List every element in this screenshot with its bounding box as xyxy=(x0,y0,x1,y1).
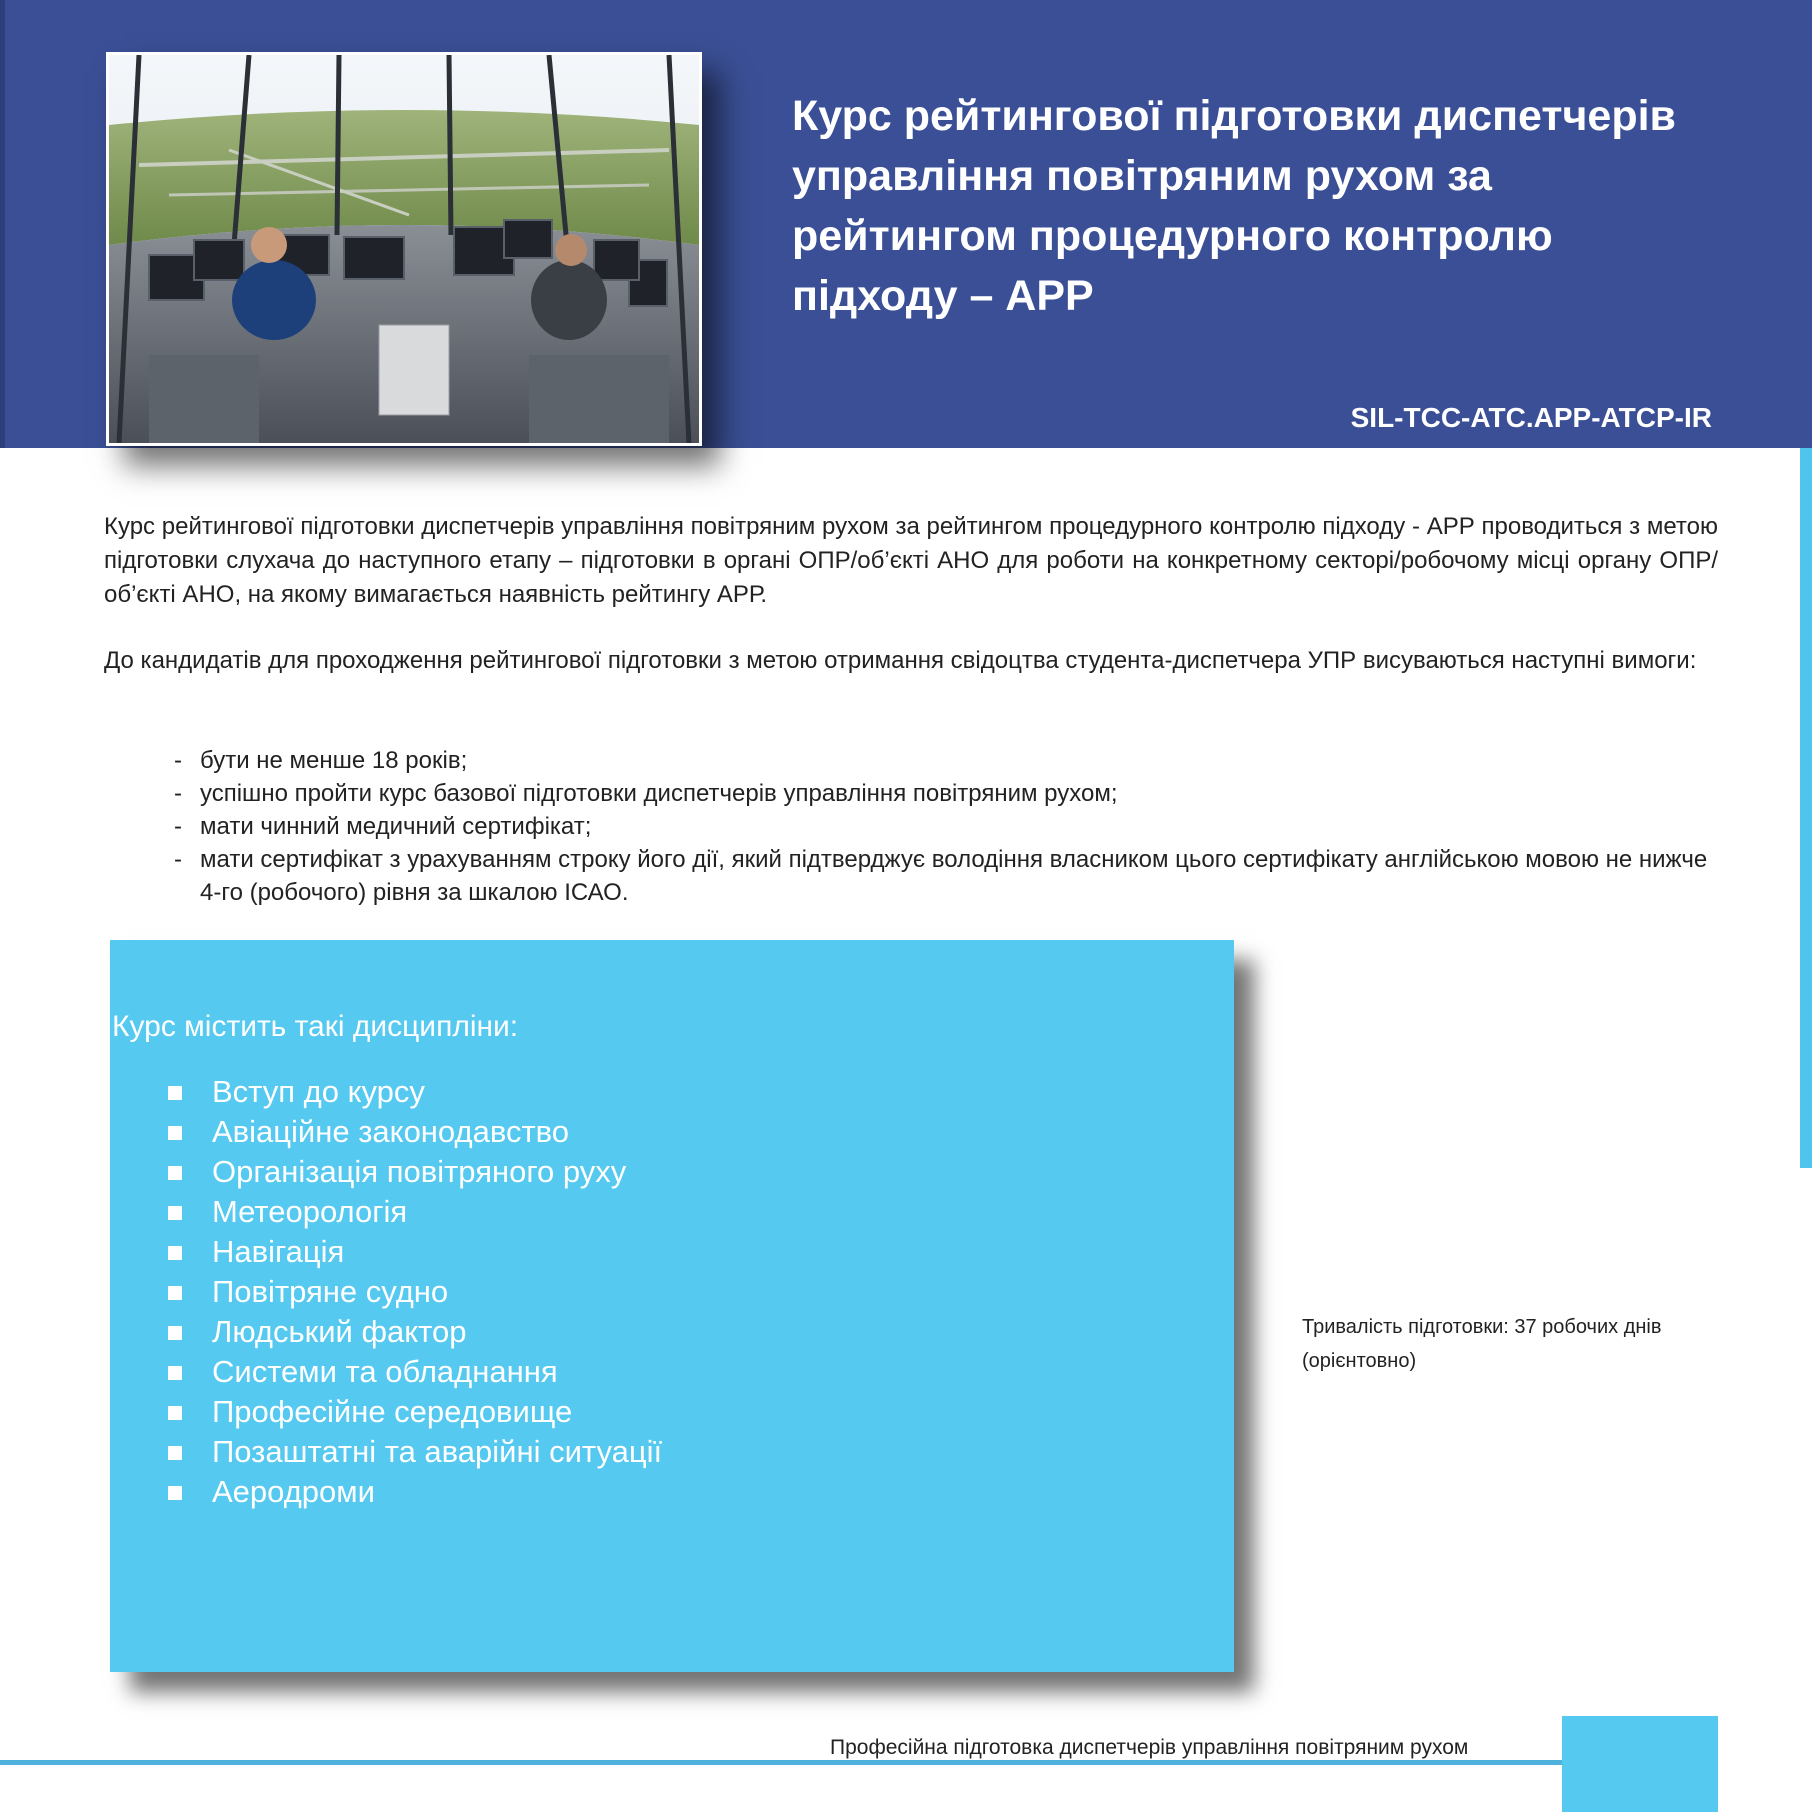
header-photo-frame xyxy=(106,52,702,446)
discipline-item xyxy=(168,1312,662,1352)
square-bullet-icon xyxy=(168,1406,182,1420)
discipline-text: Людський фактор xyxy=(212,1314,467,1349)
requirement-text: успішно пройти курс базової підготовки диспетчерів управління повітряним рухом; xyxy=(200,780,1118,807)
discipline-item xyxy=(168,1152,662,1192)
disciplines-list xyxy=(168,1072,662,1512)
discipline-item xyxy=(168,1272,662,1312)
discipline-item xyxy=(168,1112,662,1152)
discipline-text: Аеродроми xyxy=(212,1474,375,1509)
dash-bullet: - xyxy=(174,780,182,807)
title-line-4: підходу – АРР xyxy=(792,272,1094,320)
discipline-text: Позаштатні та аварійні ситуації xyxy=(212,1434,663,1469)
discipline-text: Вступ до курсу xyxy=(212,1074,425,1109)
square-bullet-icon xyxy=(168,1326,182,1340)
discipline-text: Авіаційне законодавство xyxy=(212,1114,569,1149)
title-line-1: Курс рейтингової підготовки диспетчерів xyxy=(792,92,1676,140)
footer-text: Професійна підготовка диспетчерів управління повітряним рухом xyxy=(830,1736,1469,1759)
discipline-item xyxy=(168,1072,662,1112)
duration-line-2: (орієнтовно) xyxy=(1302,1350,1417,1372)
discipline-text: Системи та обладнання xyxy=(212,1354,558,1389)
right-accent-strip xyxy=(1800,448,1812,1168)
discipline-text: Повітряне судно xyxy=(212,1274,449,1309)
title-line-3: рейтингом процедурного контролю xyxy=(792,212,1553,260)
course-code: SIL-TCC-ATC.APP-ATCP-IR xyxy=(1350,402,1712,433)
square-bullet-icon xyxy=(168,1486,182,1500)
discipline-item xyxy=(168,1432,662,1472)
control-tower-photo xyxy=(109,55,699,443)
disciplines-heading: Курс містить такі дисципліни: xyxy=(112,1010,519,1043)
discipline-text: Професійне середовище xyxy=(212,1394,573,1429)
requirement-text: бути не менше 18 років; xyxy=(200,747,468,774)
square-bullet-icon xyxy=(168,1126,182,1140)
dash-bullet: - xyxy=(174,846,182,873)
duration-note xyxy=(1302,1310,1732,1378)
footer-accent-block xyxy=(1562,1716,1718,1812)
left-edge-bar xyxy=(0,0,5,448)
discipline-text: Організація повітряного руху xyxy=(212,1154,627,1189)
discipline-text: Навігація xyxy=(212,1234,345,1269)
dash-bullet: - xyxy=(174,747,182,774)
discipline-item xyxy=(168,1192,662,1232)
footer-rule xyxy=(0,1760,1562,1765)
page-title xyxy=(792,86,1752,326)
requirement-text: мати сертифікат з урахуванням строку його дії, який підтверджує володіння власником цього сертифікату англійською мовою не нижче 4-го (робочого) рівня за шкалою ІСАО. xyxy=(200,846,1708,906)
requirement-item xyxy=(170,744,1710,777)
square-bullet-icon xyxy=(168,1246,182,1260)
discipline-item xyxy=(168,1472,662,1512)
control-tower-illustration xyxy=(109,55,699,443)
intro-paragraph: Курс рейтингової підготовки диспетчерів управління повітряним рухом за рейтингом процедурного контролю підходу - АРР проводиться з метою підготовки слухача до наступного етапу – підготовки в органі ОПР/об’єкті АНО для роботи на конкретному секторі/робочому місці органу ОПР/об’єкті АНО, на якому вимагається наявність рейтингу АРР. xyxy=(104,513,1718,608)
discipline-item xyxy=(168,1232,662,1272)
square-bullet-icon xyxy=(168,1086,182,1100)
square-bullet-icon xyxy=(168,1166,182,1180)
square-bullet-icon xyxy=(168,1446,182,1460)
square-bullet-icon xyxy=(168,1286,182,1300)
requirements-list xyxy=(170,744,1710,909)
requirements-intro: До кандидатів для проходження рейтингової підготовки з метою отримання свідоцтва студента-диспетчера УПР висуваються наступні вимоги: xyxy=(104,647,1697,674)
dash-bullet: - xyxy=(174,813,182,840)
square-bullet-icon xyxy=(168,1366,182,1380)
requirement-item xyxy=(170,810,1710,843)
requirement-item xyxy=(170,843,1710,909)
disciplines-box xyxy=(110,940,1234,1672)
requirement-text: мати чинний медичний сертифікат; xyxy=(200,813,592,840)
discipline-item xyxy=(168,1352,662,1392)
title-line-2: управління повітряним рухом за xyxy=(792,152,1492,200)
discipline-text: Метеорологія xyxy=(212,1194,408,1229)
discipline-item xyxy=(168,1392,662,1432)
requirement-item xyxy=(170,777,1710,810)
square-bullet-icon xyxy=(168,1206,182,1220)
duration-line-1: Тривалість підготовки: 37 робочих днів xyxy=(1302,1316,1662,1338)
